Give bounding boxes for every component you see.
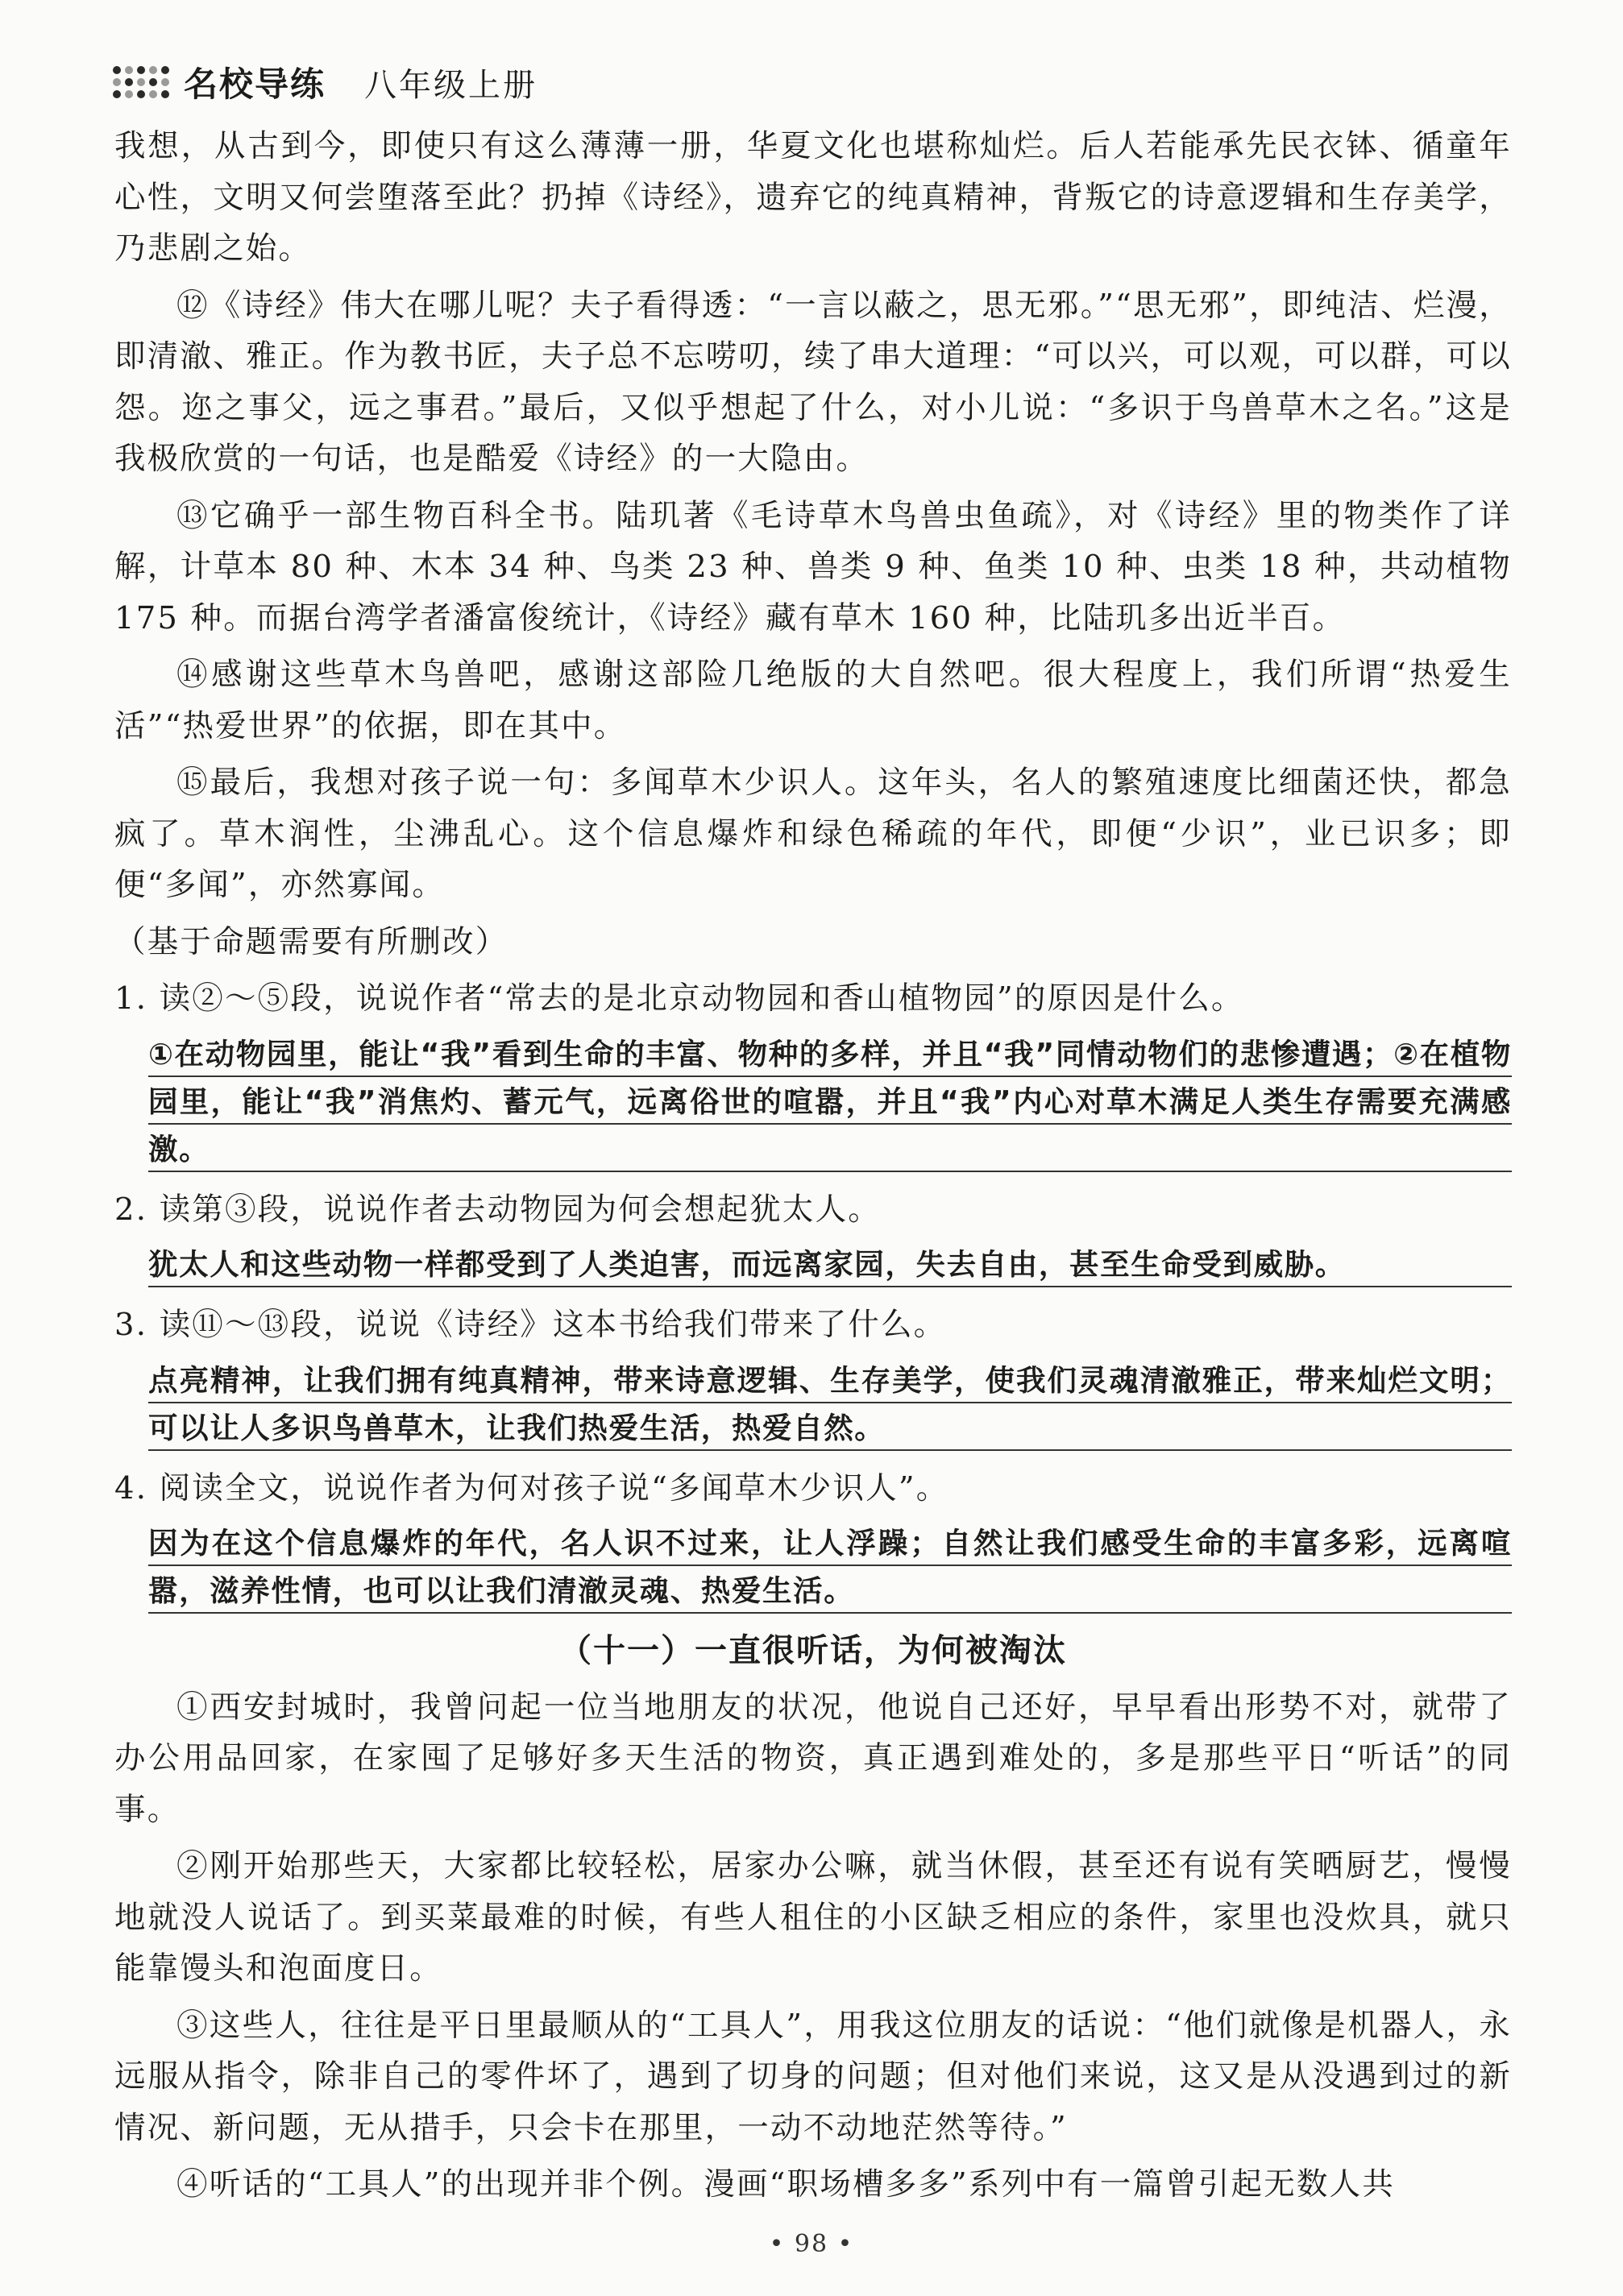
- question: 2. 读第③段，说说作者去动物园为何会想起犹太人。: [114, 1191, 881, 1228]
- header-dots-icon: [113, 66, 169, 98]
- page-number-value: 98: [794, 2230, 829, 2258]
- book-brand: 名校导练: [184, 64, 326, 104]
- answer: 点亮精神，让我们拥有纯真精神，带来诗意逻辑、生存美学，使我们灵魂清澈雅正，带来灿烂文明；可以让人多识鸟兽草木，让我们热爱生活，热爱自然。: [148, 1357, 1512, 1452]
- answer: ①在动物园里，能让“我”看到生命的丰富、物种的多样，并且“我”同情动物们的悲惨遭遇；②在植物园里，能让“我”消焦灼、蓄元气，远离俗世的喧嚣，并且“我”内心对草木满足人类生存需要充满感激。: [148, 1030, 1512, 1173]
- paragraph: ⑫《诗经》伟大在哪儿呢？夫子看得透：“一言以蔽之，思无邪。”“思无邪”，即纯洁、烂漫，即清澈、雅正。作为教书匠，夫子总不忘唠叨，续了串大道理：“可以兴，可以观，可以群，可以怨。迩之事父，远之事君。”最后，又似乎想起了什么，对小儿说：“多识于鸟兽草木之名。”这是我极欣赏的一句话，也是酷爱《诗经》的一大隐由。: [114, 287, 1512, 477]
- question: 1. 读②～⑤段，说说作者“常去的是北京动物园和香山植物园”的原因是什么。: [114, 980, 1244, 1017]
- paragraph: ⑭感谢这些草木鸟兽吧，感谢这部险几绝版的大自然吧。很大程度上，我们所谓“热爱生活”“热爱世界”的依据，即在其中。: [114, 657, 1512, 744]
- book-grade: 八年级上册: [364, 66, 538, 104]
- paragraph: ②刚开始那些天，大家都比较轻松，居家办公嘛，就当休假，甚至还有说有笑晒厨艺，慢慢地就没人说话了。到买菜最难的时候，有些人租住的小区缺乏相应的条件，家里也没炊具，就只能靠馒头和泡面度日。: [114, 1848, 1512, 1987]
- answer: 因为在这个信息爆炸的年代，名人识不过来，让人浮躁；自然让我们感受生命的丰富多彩，远离喧嚣，滋养性情，也可以让我们清澈灵魂、热爱生活。: [148, 1519, 1512, 1614]
- source-note: （基于命题需要有所删改）: [114, 923, 508, 960]
- paragraph: ④听话的“工具人”的出现并非个例。漫画“职场槽多多”系列中有一篇曾引起无数人共: [176, 2166, 1396, 2203]
- paragraph: ③这些人，往往是平日里最顺从的“工具人”，用我这位朋友的话说：“他们就像是机器人，永远服从指令，除非自己的零件坏了，遇到了切身的问题；但对他们来说，这又是从没遇到过的新情况、新问题，无从措手，只会卡在那里，一动不动地茫然等待。”: [114, 2007, 1512, 2146]
- section-title: （十一）一直很听话，为何被淘汰: [559, 1632, 1067, 1669]
- question: 3. 读⑪～⑬段，说说《诗经》这本书给我们带来了什么。: [114, 1307, 947, 1343]
- answer: 犹太人和这些动物一样都受到了人类迫害，而远离家园，失去自由，甚至生命受到威胁。: [148, 1241, 1512, 1288]
- paragraph: 我想，从古到今，即使只有这么薄薄一册，华夏文化也堪称灿烂。后人若能承先民衣钵、循童年心性，文明又何尝堕落至此？扔掉《诗经》，遗弃它的纯真精神，背叛它的诗意逻辑和生存美学，乃悲剧之始。: [114, 128, 1512, 267]
- question: 4. 阅读全文，说说作者为何对孩子说“多闻草木少识人”。: [114, 1469, 949, 1506]
- page-header: [113, 58, 538, 106]
- paragraph: ①西安封城时，我曾问起一位当地朋友的状况，他说自己还好，早早看出形势不对，就带了办公用品回家，在家囤了足够好多天生活的物资，真正遇到难处的，多是那些平日“听话”的同事。: [114, 1689, 1512, 1828]
- paragraph: ⑬它确乎一部生物百科全书。陆玑著《毛诗草木鸟兽虫鱼疏》，对《诗经》里的物类作了详解，计草本 80 种、木本 34 种、鸟类 23 种、兽类 9 种、鱼类 10 种、虫类 18 种，共动植物 175 种。而据台湾学者潘富俊统计，《诗经》藏有草木 160 种，比陆玑多出近半百。: [114, 497, 1512, 636]
- main-content: [114, 121, 1512, 2216]
- paragraph: ⑮最后，我想对孩子说一句：多闻草木少识人。这年头，名人的繁殖速度比细菌还快，都急疯了。草木润性，尘沸乱心。这个信息爆炸和绿色稀疏的年代，即便“少识”，业已识多；即便“多闻”，亦然寡闻。: [114, 765, 1512, 903]
- page-number: • 98 •: [769, 2230, 854, 2258]
